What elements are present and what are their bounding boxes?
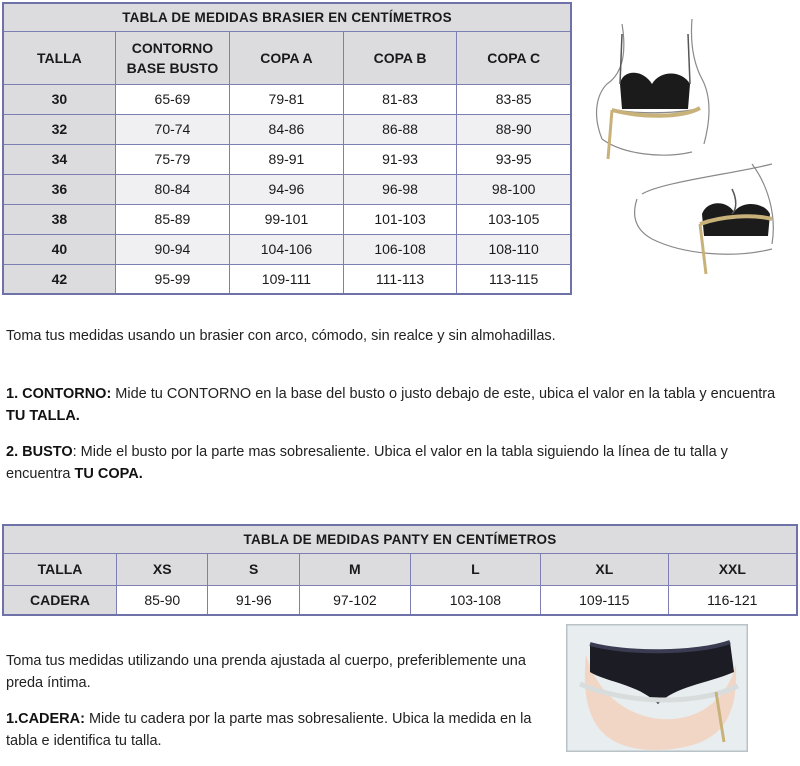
header-talla: TALLA [3, 31, 115, 84]
bra-measure-cell: 106-108 [343, 234, 457, 264]
bra-measure-cell: 96-98 [343, 174, 457, 204]
step-2-text: : Mide el busto por la parte mas sobresaliente. Ubica el valor en la tabla siguiendo la línea de tu talla y encuentra [6, 444, 728, 482]
bra-measure-cell: 88-90 [457, 114, 571, 144]
header-contorno-line1: CONTORNO [131, 39, 214, 56]
panty-intro-text: Toma tus medidas utilizando una prenda ajustada al cuerpo, preferiblemente una preda íntima. [6, 653, 526, 691]
step-2-strong: TU COPA. [74, 466, 143, 482]
bra-size-cell: 38 [3, 204, 115, 234]
bra-measure-cell: 98-100 [457, 174, 571, 204]
bra-size-cell: 34 [3, 144, 115, 174]
step-1-label: 1. CONTORNO: [6, 386, 112, 402]
panty-size-header: XXL [668, 553, 797, 585]
panty-size-header: M [299, 553, 410, 585]
step-1-strong: TU TALLA. [6, 408, 80, 424]
bra-measure-cell: 99-101 [230, 204, 344, 234]
panty-cadera-cell: 109-115 [541, 585, 669, 615]
bra-measure-cell: 85-89 [115, 204, 229, 234]
bra-step-2 [6, 441, 792, 485]
bra-measure-cell: 93-95 [457, 144, 571, 174]
bra-measure-cell: 109-111 [230, 264, 344, 294]
cadera-step-label: 1.CADERA: [6, 711, 85, 727]
bra-table-row [3, 174, 571, 204]
panty-row-label-cadera: CADERA [3, 585, 117, 615]
bra-measure-cell: 83-85 [457, 84, 571, 114]
panty-cadera-cell: 116-121 [668, 585, 797, 615]
bra-measure-cell: 91-93 [343, 144, 457, 174]
panty-step-1 [6, 708, 546, 752]
panty-cadera-cell: 97-102 [299, 585, 410, 615]
header-copa-a: COPA A [230, 31, 344, 84]
hip-measuring-illustration [566, 624, 748, 752]
bra-measure-cell: 104-106 [230, 234, 344, 264]
panty-cadera-cell: 91-96 [208, 585, 299, 615]
bra-table-row [3, 114, 571, 144]
step-2-label: 2. BUSTO [6, 444, 73, 460]
bra-size-cell: 40 [3, 234, 115, 264]
bra-measure-cell: 79-81 [230, 84, 344, 114]
bra-size-cell: 36 [3, 174, 115, 204]
bra-intro-text: Toma tus medidas usando un brasier con arco, cómodo, sin realce y sin almohadillas. [6, 328, 556, 344]
panty-header-talla: TALLA [3, 553, 117, 585]
bra-measure-cell: 81-83 [343, 84, 457, 114]
bra-size-cell: 32 [3, 114, 115, 144]
header-copa-c: COPA C [457, 31, 571, 84]
bra-table-row [3, 144, 571, 174]
bra-measure-cell: 108-110 [457, 234, 571, 264]
bra-measure-cell: 101-103 [343, 204, 457, 234]
bra-table-body [3, 84, 571, 294]
bra-table-title: TABLA DE MEDIDAS BRASIER EN CENTÍMETROS [3, 3, 571, 31]
bra-measure-cell: 95-99 [115, 264, 229, 294]
bra-measure-cell: 113-115 [457, 264, 571, 294]
bra-table-row [3, 264, 571, 294]
bra-measure-cell: 75-79 [115, 144, 229, 174]
panty-size-table [2, 524, 798, 616]
header-contorno [115, 31, 229, 84]
bra-size-cell: 30 [3, 84, 115, 114]
bra-measure-cell: 70-74 [115, 114, 229, 144]
panty-size-header: XS [117, 553, 208, 585]
bra-measuring-illustration [582, 14, 796, 294]
panty-size-header: S [208, 553, 299, 585]
step-1-text: Mide tu CONTORNO en la base del busto o justo debajo de este, ubica el valor en la tabla y encuentra [111, 386, 776, 402]
header-copa-b: COPA B [343, 31, 457, 84]
bra-table-row [3, 204, 571, 234]
bra-measure-cell: 86-88 [343, 114, 457, 144]
panty-size-header: XL [541, 553, 669, 585]
bra-measure-cell: 90-94 [115, 234, 229, 264]
panty-size-header: L [410, 553, 540, 585]
bra-table-row [3, 234, 571, 264]
panty-cadera-cell: 85-90 [117, 585, 208, 615]
bra-size-table [2, 2, 572, 295]
bra-measure-cell: 80-84 [115, 174, 229, 204]
bra-measure-cell: 89-91 [230, 144, 344, 174]
panty-table-title: TABLA DE MEDIDAS PANTY EN CENTÍMETROS [3, 525, 797, 553]
bra-step-1 [6, 383, 792, 427]
bra-measure-cell: 103-105 [457, 204, 571, 234]
bra-measure-cell: 111-113 [343, 264, 457, 294]
cadera-step-text: Mide tu cadera por la parte mas sobresaliente. Ubica la medida en la tabla e identifica tu talla. [6, 711, 532, 749]
bra-table-row [3, 84, 571, 114]
bra-size-cell: 42 [3, 264, 115, 294]
bra-measure-cell: 65-69 [115, 84, 229, 114]
bra-measure-cell: 94-96 [230, 174, 344, 204]
header-contorno-line2: BASE BUSTO [126, 59, 219, 76]
bra-measure-cell: 84-86 [230, 114, 344, 144]
panty-cadera-cell: 103-108 [410, 585, 540, 615]
